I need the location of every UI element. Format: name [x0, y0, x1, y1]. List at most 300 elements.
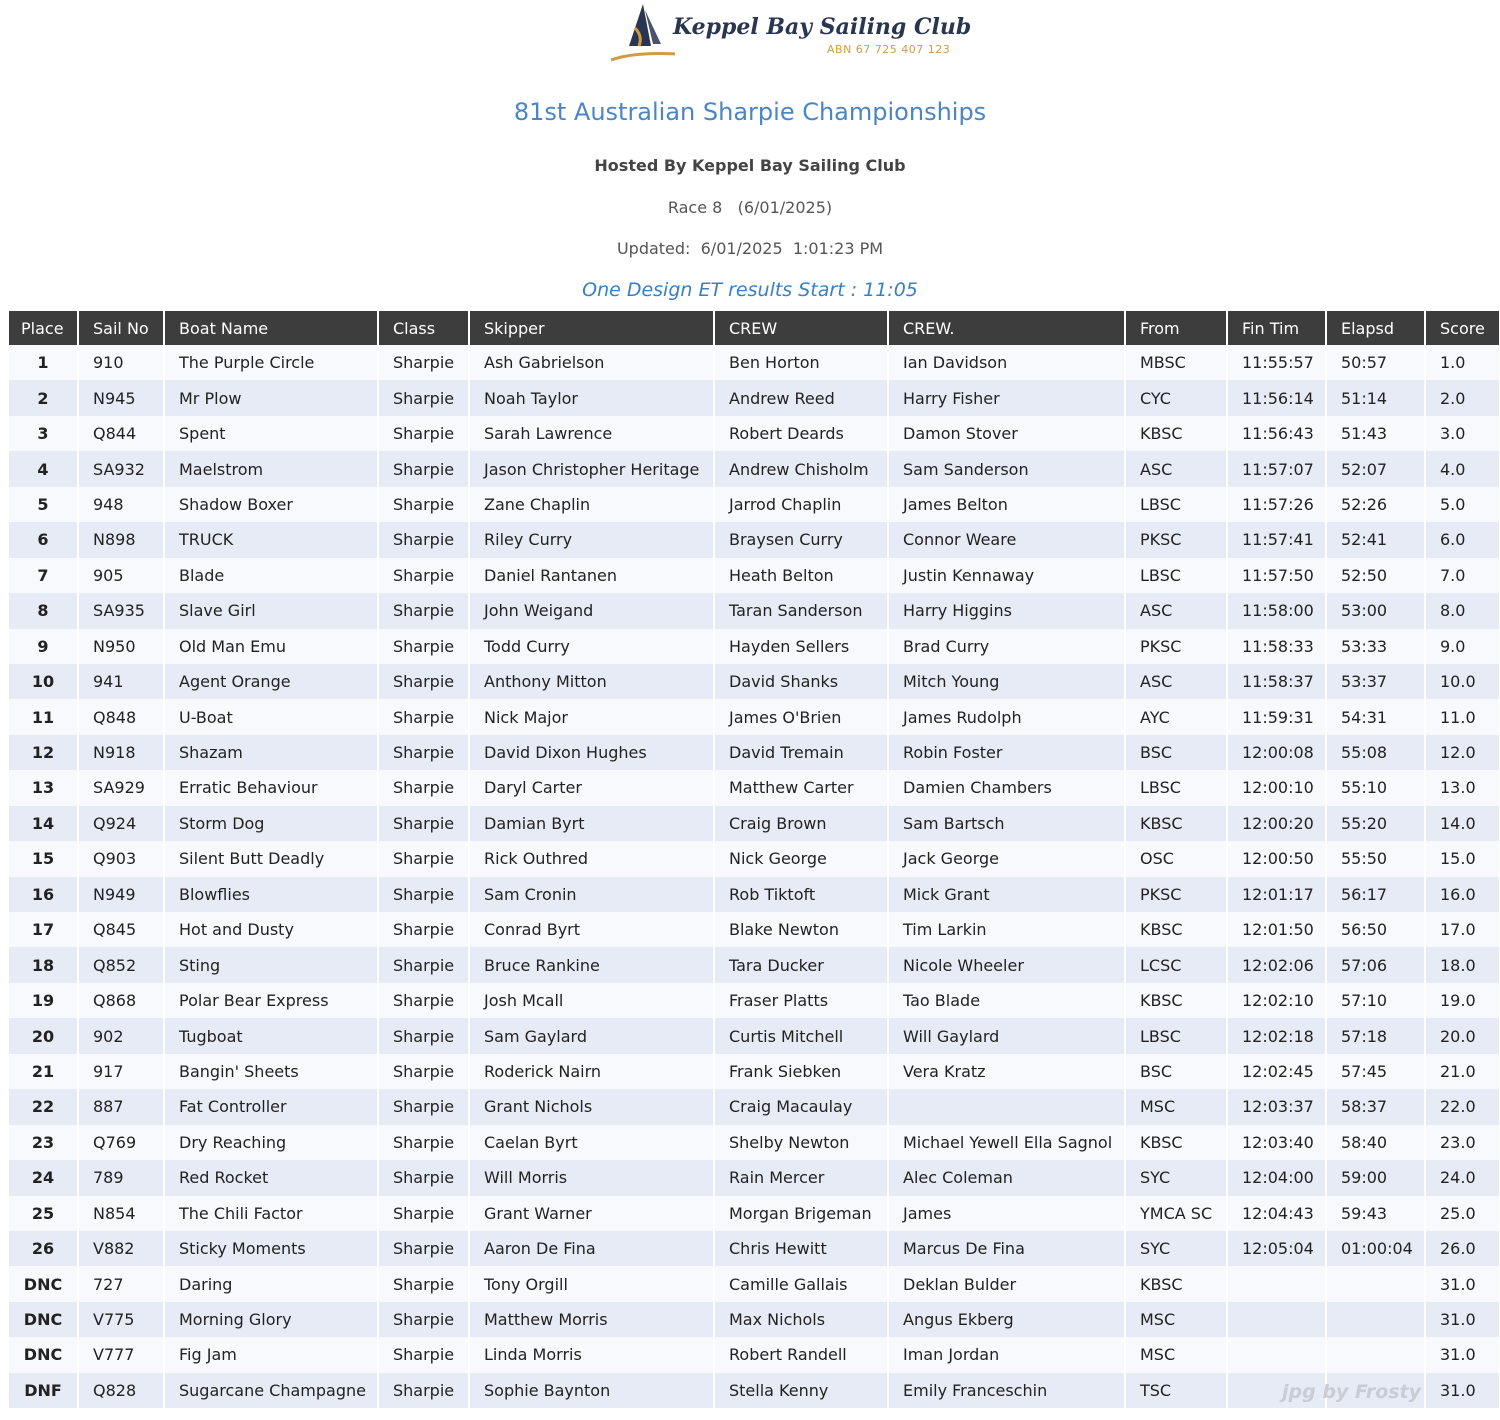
cell-crew: Stella Kenny [715, 1373, 887, 1408]
cell-boat-name: Agent Orange [165, 664, 377, 699]
cell-crew2: Mick Grant [889, 877, 1124, 912]
cell-crew: Andrew Chisholm [715, 451, 887, 486]
cell-boat-name: Tugboat [165, 1018, 377, 1053]
cell-fin-time: 11:59:31 [1228, 699, 1325, 734]
cell-elapsed: 57:18 [1327, 1018, 1424, 1053]
cell-score: 14.0 [1426, 806, 1499, 841]
cell-crew2: Harry Fisher [889, 380, 1124, 415]
cell-fin-time: 11:57:41 [1228, 522, 1325, 557]
cell-score: 31.0 [1426, 1266, 1499, 1301]
cell-fin-time: 12:04:00 [1228, 1160, 1325, 1195]
cell-sail-no: N945 [79, 380, 163, 415]
cell-from: ASC [1126, 664, 1226, 699]
cell-place: 8 [9, 593, 77, 628]
cell-skipper: Sophie Baynton [470, 1373, 713, 1408]
table-row [9, 522, 1499, 557]
table-row [9, 593, 1499, 628]
cell-place: 17 [9, 912, 77, 947]
cell-from: MSC [1126, 1302, 1226, 1337]
cell-crew: Heath Belton [715, 558, 887, 593]
cell-score: 10.0 [1426, 664, 1499, 699]
cell-class: Sharpie [379, 593, 468, 628]
cell-sail-no: Q844 [79, 416, 163, 451]
column-header-place: Place [9, 311, 77, 345]
cell-crew: Craig Brown [715, 806, 887, 841]
cell-sail-no: SA929 [79, 770, 163, 805]
cell-fin-time: 12:02:06 [1228, 947, 1325, 982]
cell-elapsed: 53:33 [1327, 629, 1424, 664]
cell-elapsed: 59:00 [1327, 1160, 1424, 1195]
cell-boat-name: Polar Bear Express [165, 983, 377, 1018]
cell-elapsed: 55:20 [1327, 806, 1424, 841]
cell-crew2: Tao Blade [889, 983, 1124, 1018]
cell-crew: Curtis Mitchell [715, 1018, 887, 1053]
cell-skipper: Sarah Lawrence [470, 416, 713, 451]
cell-skipper: Daniel Rantanen [470, 558, 713, 593]
cell-elapsed [1327, 1302, 1424, 1337]
cell-fin-time: 12:03:40 [1228, 1125, 1325, 1160]
table-row [9, 1196, 1499, 1231]
cell-class: Sharpie [379, 1337, 468, 1372]
cell-crew: Hayden Sellers [715, 629, 887, 664]
cell-score: 21.0 [1426, 1054, 1499, 1089]
cell-elapsed: 51:43 [1327, 416, 1424, 451]
cell-class: Sharpie [379, 877, 468, 912]
cell-crew2: James Belton [889, 487, 1124, 522]
cell-boat-name: Blowflies [165, 877, 377, 912]
cell-place: DNC [9, 1337, 77, 1372]
cell-crew: Braysen Curry [715, 522, 887, 557]
cell-elapsed [1327, 1337, 1424, 1372]
cell-from: KBSC [1126, 1125, 1226, 1160]
cell-boat-name: The Purple Circle [165, 345, 377, 380]
cell-class: Sharpie [379, 947, 468, 982]
cell-elapsed: 57:45 [1327, 1054, 1424, 1089]
cell-place: 3 [9, 416, 77, 451]
cell-fin-time [1228, 1266, 1325, 1301]
cell-place: 19 [9, 983, 77, 1018]
table-row [9, 1266, 1499, 1301]
cell-class: Sharpie [379, 1196, 468, 1231]
cell-crew: Robert Deards [715, 416, 887, 451]
cell-crew: Chris Hewitt [715, 1231, 887, 1266]
updated-timestamp: Updated: 6/01/2025 1:01:23 PM [616, 239, 884, 258]
cell-from: YMCA SC [1126, 1196, 1226, 1231]
cell-elapsed: 58:37 [1327, 1089, 1424, 1124]
results-body [9, 345, 1499, 1408]
cell-skipper: Anthony Mitton [470, 664, 713, 699]
cell-from: CYC [1126, 380, 1226, 415]
cell-skipper: Grant Warner [470, 1196, 713, 1231]
cell-from: AYC [1126, 699, 1226, 734]
club-name: Keppel Bay Sailing Club [673, 14, 972, 40]
cell-crew2: Ian Davidson [889, 345, 1124, 380]
cell-place: 15 [9, 841, 77, 876]
cell-sail-no: SA935 [79, 593, 163, 628]
cell-fin-time: 12:00:50 [1228, 841, 1325, 876]
table-row [9, 1018, 1499, 1053]
cell-score: 19.0 [1426, 983, 1499, 1018]
cell-class: Sharpie [379, 664, 468, 699]
club-logo [605, 0, 972, 70]
cell-boat-name: Fat Controller [165, 1089, 377, 1124]
cell-class: Sharpie [379, 806, 468, 841]
column-header-elapsed: Elapsd [1327, 311, 1424, 345]
cell-from: ASC [1126, 593, 1226, 628]
cell-crew: Max Nichols [715, 1302, 887, 1337]
cell-boat-name: The Chili Factor [165, 1196, 377, 1231]
cell-crew2: Jack George [889, 841, 1124, 876]
cell-place: 13 [9, 770, 77, 805]
cell-sail-no: N950 [79, 629, 163, 664]
cell-crew: Shelby Newton [715, 1125, 887, 1160]
cell-from: OSC [1126, 841, 1226, 876]
cell-crew2: Connor Weare [889, 522, 1124, 557]
cell-sail-no: 941 [79, 664, 163, 699]
cell-class: Sharpie [379, 558, 468, 593]
cell-score: 31.0 [1426, 1302, 1499, 1337]
table-row [9, 1337, 1499, 1372]
cell-sail-no: N898 [79, 522, 163, 557]
cell-crew: Rob Tiktoft [715, 877, 887, 912]
cell-fin-time: 12:02:45 [1228, 1054, 1325, 1089]
table-row [9, 345, 1499, 380]
cell-sail-no: 905 [79, 558, 163, 593]
cell-crew2: Nicole Wheeler [889, 947, 1124, 982]
cell-crew2: Alec Coleman [889, 1160, 1124, 1195]
cell-skipper: Todd Curry [470, 629, 713, 664]
cell-skipper: Damian Byrt [470, 806, 713, 841]
cell-from: BSC [1126, 735, 1226, 770]
cell-from: PKSC [1126, 522, 1226, 557]
cell-sail-no: V777 [79, 1337, 163, 1372]
cell-from: SYC [1126, 1231, 1226, 1266]
cell-place: 26 [9, 1231, 77, 1266]
cell-crew: Robert Randell [715, 1337, 887, 1372]
table-row [9, 380, 1499, 415]
cell-from: LCSC [1126, 947, 1226, 982]
club-abn: ABN 67 725 407 123 [827, 43, 951, 56]
cell-place: 2 [9, 380, 77, 415]
cell-skipper: Riley Curry [470, 522, 713, 557]
cell-class: Sharpie [379, 1089, 468, 1124]
table-row [9, 699, 1499, 734]
table-row [9, 1089, 1499, 1124]
cell-from: KBSC [1126, 1266, 1226, 1301]
cell-skipper: Grant Nichols [470, 1089, 713, 1124]
cell-from: SYC [1126, 1160, 1226, 1195]
cell-boat-name: Old Man Emu [165, 629, 377, 664]
table-row [9, 1160, 1499, 1195]
table-row [9, 770, 1499, 805]
cell-class: Sharpie [379, 1018, 468, 1053]
cell-crew2: Marcus De Fina [889, 1231, 1124, 1266]
cell-sail-no: Q868 [79, 983, 163, 1018]
cell-elapsed: 54:31 [1327, 699, 1424, 734]
cell-class: Sharpie [379, 1054, 468, 1089]
cell-sail-no: Q769 [79, 1125, 163, 1160]
cell-crew2: Robin Foster [889, 735, 1124, 770]
cell-skipper: Will Morris [470, 1160, 713, 1195]
cell-crew: David Tremain [715, 735, 887, 770]
cell-skipper: Conrad Byrt [470, 912, 713, 947]
cell-skipper: Ash Gabrielson [470, 345, 713, 380]
cell-fin-time: 12:00:20 [1228, 806, 1325, 841]
cell-boat-name: Maelstrom [165, 451, 377, 486]
cell-score: 31.0 [1426, 1373, 1499, 1408]
table-row [9, 629, 1499, 664]
cell-crew2: Sam Sanderson [889, 451, 1124, 486]
cell-place: 4 [9, 451, 77, 486]
cell-class: Sharpie [379, 1160, 468, 1195]
cell-class: Sharpie [379, 380, 468, 415]
cell-class: Sharpie [379, 416, 468, 451]
cell-place: 24 [9, 1160, 77, 1195]
cell-sail-no: SA932 [79, 451, 163, 486]
column-header-from: From [1126, 311, 1226, 345]
cell-class: Sharpie [379, 699, 468, 734]
cell-boat-name: Slave Girl [165, 593, 377, 628]
cell-place: 23 [9, 1125, 77, 1160]
table-row [9, 558, 1499, 593]
cell-from: TSC [1126, 1373, 1226, 1408]
cell-score: 8.0 [1426, 593, 1499, 628]
cell-boat-name: Mr Plow [165, 380, 377, 415]
cell-place: 9 [9, 629, 77, 664]
cell-skipper: Bruce Rankine [470, 947, 713, 982]
cell-score: 7.0 [1426, 558, 1499, 593]
cell-class: Sharpie [379, 1302, 468, 1337]
cell-place: 14 [9, 806, 77, 841]
cell-fin-time: 11:55:57 [1228, 345, 1325, 380]
page-title: 81st Australian Sharpie Championships [513, 98, 987, 126]
table-row [9, 451, 1499, 486]
cell-place: 6 [9, 522, 77, 557]
cell-crew: Nick George [715, 841, 887, 876]
cell-from: MBSC [1126, 345, 1226, 380]
cell-elapsed: 57:06 [1327, 947, 1424, 982]
cell-skipper: Josh Mcall [470, 983, 713, 1018]
cell-score: 11.0 [1426, 699, 1499, 734]
cell-elapsed: 53:00 [1327, 593, 1424, 628]
cell-elapsed: 57:10 [1327, 983, 1424, 1018]
cell-skipper: Linda Morris [470, 1337, 713, 1372]
cell-place: 1 [9, 345, 77, 380]
cell-fin-time: 11:57:50 [1228, 558, 1325, 593]
cell-score: 3.0 [1426, 416, 1499, 451]
cell-elapsed: 56:17 [1327, 877, 1424, 912]
cell-crew: Camille Gallais [715, 1266, 887, 1301]
cell-from: KBSC [1126, 983, 1226, 1018]
cell-crew: David Shanks [715, 664, 887, 699]
cell-elapsed: 55:50 [1327, 841, 1424, 876]
cell-crew: Ben Horton [715, 345, 887, 380]
cell-place: 7 [9, 558, 77, 593]
cell-score: 23.0 [1426, 1125, 1499, 1160]
cell-fin-time: 11:58:33 [1228, 629, 1325, 664]
cell-sail-no: Q852 [79, 947, 163, 982]
cell-elapsed: 53:37 [1327, 664, 1424, 699]
cell-class: Sharpie [379, 487, 468, 522]
cell-score: 31.0 [1426, 1337, 1499, 1372]
cell-crew2: Damon Stover [889, 416, 1124, 451]
cell-fin-time: 11:57:07 [1228, 451, 1325, 486]
column-header-skipper: Skipper [470, 311, 713, 345]
cell-score: 4.0 [1426, 451, 1499, 486]
cell-elapsed: 51:14 [1327, 380, 1424, 415]
table-row [9, 912, 1499, 947]
cell-elapsed: 59:43 [1327, 1196, 1424, 1231]
cell-fin-time [1228, 1337, 1325, 1372]
cell-from: KBSC [1126, 912, 1226, 947]
cell-from: KBSC [1126, 416, 1226, 451]
cell-score: 24.0 [1426, 1160, 1499, 1195]
cell-crew: Jarrod Chaplin [715, 487, 887, 522]
table-row [9, 416, 1499, 451]
cell-skipper: Caelan Byrt [470, 1125, 713, 1160]
cell-sail-no: 789 [79, 1160, 163, 1195]
cell-boat-name: Fig Jam [165, 1337, 377, 1372]
cell-skipper: Aaron De Fina [470, 1231, 713, 1266]
cell-score: 15.0 [1426, 841, 1499, 876]
cell-from: ASC [1126, 451, 1226, 486]
cell-crew2 [889, 1089, 1124, 1124]
sailboat-icon [605, 0, 675, 70]
cell-score: 2.0 [1426, 380, 1499, 415]
cell-crew2: Iman Jordan [889, 1337, 1124, 1372]
cell-place: 20 [9, 1018, 77, 1053]
cell-from: LBSC [1126, 770, 1226, 805]
cell-skipper: Jason Christopher Heritage [470, 451, 713, 486]
cell-boat-name: Sting [165, 947, 377, 982]
cell-sail-no: N918 [79, 735, 163, 770]
cell-class: Sharpie [379, 841, 468, 876]
table-row [9, 487, 1499, 522]
cell-crew2: Will Gaylard [889, 1018, 1124, 1053]
column-header-sail-no: Sail No [79, 311, 163, 345]
cell-score: 18.0 [1426, 947, 1499, 982]
table-row [9, 947, 1499, 982]
cell-sail-no: 948 [79, 487, 163, 522]
cell-score: 20.0 [1426, 1018, 1499, 1053]
cell-sail-no: 917 [79, 1054, 163, 1089]
cell-class: Sharpie [379, 735, 468, 770]
cell-crew2: Damien Chambers [889, 770, 1124, 805]
cell-place: 21 [9, 1054, 77, 1089]
cell-skipper: Tony Orgill [470, 1266, 713, 1301]
cell-crew: Blake Newton [715, 912, 887, 947]
cell-boat-name: Spent [165, 416, 377, 451]
cell-crew: Rain Mercer [715, 1160, 887, 1195]
cell-skipper: Sam Cronin [470, 877, 713, 912]
cell-boat-name: Daring [165, 1266, 377, 1301]
column-header-crew: CREW [715, 311, 887, 345]
cell-from: BSC [1126, 1054, 1226, 1089]
cell-elapsed: 56:50 [1327, 912, 1424, 947]
cell-place: 5 [9, 487, 77, 522]
cell-sail-no: Q848 [79, 699, 163, 734]
table-row [9, 1373, 1499, 1408]
cell-crew: Craig Macaulay [715, 1089, 887, 1124]
cell-from: PKSC [1126, 629, 1226, 664]
cell-class: Sharpie [379, 770, 468, 805]
cell-score: 17.0 [1426, 912, 1499, 947]
cell-elapsed: 50:57 [1327, 345, 1424, 380]
cell-sail-no: V882 [79, 1231, 163, 1266]
header-row [9, 311, 1499, 345]
cell-score: 22.0 [1426, 1089, 1499, 1124]
cell-fin-time [1228, 1302, 1325, 1337]
cell-elapsed [1327, 1266, 1424, 1301]
cell-from: LBSC [1126, 558, 1226, 593]
results-table [7, 311, 1500, 1408]
table-row [9, 664, 1499, 699]
cell-boat-name: Shazam [165, 735, 377, 770]
cell-skipper: Nick Major [470, 699, 713, 734]
cell-fin-time: 11:58:37 [1228, 664, 1325, 699]
cell-boat-name: Shadow Boxer [165, 487, 377, 522]
cell-crew2: Brad Curry [889, 629, 1124, 664]
cell-fin-time: 12:03:37 [1228, 1089, 1325, 1124]
cell-crew2: Tim Larkin [889, 912, 1124, 947]
cell-fin-time: 11:56:14 [1228, 380, 1325, 415]
cell-elapsed: 52:26 [1327, 487, 1424, 522]
cell-elapsed: 52:07 [1327, 451, 1424, 486]
cell-skipper: Daryl Carter [470, 770, 713, 805]
cell-class: Sharpie [379, 983, 468, 1018]
cell-crew2: Sam Bartsch [889, 806, 1124, 841]
cell-place: DNC [9, 1302, 77, 1337]
cell-from: MSC [1126, 1089, 1226, 1124]
cell-crew: Fraser Platts [715, 983, 887, 1018]
cell-place: 16 [9, 877, 77, 912]
cell-sail-no: Q903 [79, 841, 163, 876]
cell-sail-no: 910 [79, 345, 163, 380]
cell-place: 22 [9, 1089, 77, 1124]
cell-elapsed: 55:10 [1327, 770, 1424, 805]
cell-crew2: Harry Higgins [889, 593, 1124, 628]
cell-sail-no: Q924 [79, 806, 163, 841]
cell-boat-name: Dry Reaching [165, 1125, 377, 1160]
cell-boat-name: Morning Glory [165, 1302, 377, 1337]
cell-elapsed: 52:41 [1327, 522, 1424, 557]
cell-crew: Morgan Brigeman [715, 1196, 887, 1231]
cell-sail-no: N854 [79, 1196, 163, 1231]
cell-class: Sharpie [379, 629, 468, 664]
cell-score: 1.0 [1426, 345, 1499, 380]
cell-skipper: John Weigand [470, 593, 713, 628]
cell-elapsed: 58:40 [1327, 1125, 1424, 1160]
cell-crew2: Vera Kratz [889, 1054, 1124, 1089]
hosted-by: Hosted By Keppel Bay Sailing Club [594, 156, 906, 175]
cell-skipper: Noah Taylor [470, 380, 713, 415]
cell-place: 12 [9, 735, 77, 770]
cell-score: 12.0 [1426, 735, 1499, 770]
cell-boat-name: Sugarcane Champagne [165, 1373, 377, 1408]
cell-from: MSC [1126, 1337, 1226, 1372]
cell-score: 13.0 [1426, 770, 1499, 805]
cell-class: Sharpie [379, 1266, 468, 1301]
cell-place: 10 [9, 664, 77, 699]
cell-fin-time: 11:56:43 [1228, 416, 1325, 451]
cell-sail-no: N949 [79, 877, 163, 912]
cell-boat-name: Hot and Dusty [165, 912, 377, 947]
cell-boat-name: Silent Butt Deadly [165, 841, 377, 876]
cell-sail-no: Q828 [79, 1373, 163, 1408]
column-header-score: Score [1426, 311, 1499, 345]
cell-sail-no: Q845 [79, 912, 163, 947]
cell-from: LBSC [1126, 487, 1226, 522]
